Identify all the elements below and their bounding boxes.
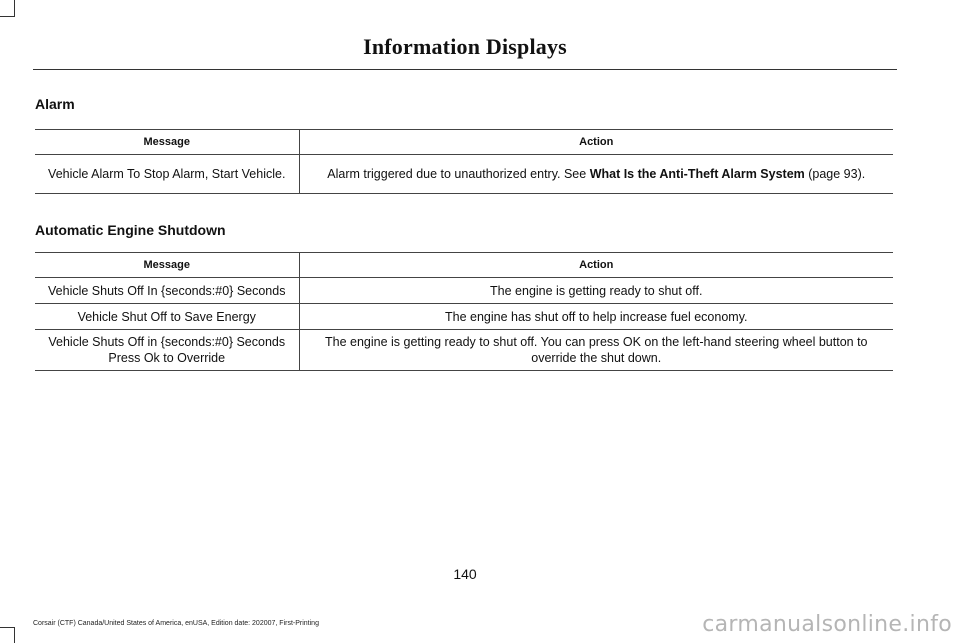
table-row bbox=[35, 278, 893, 304]
action-cell: The engine has shut off to help increase fuel economy. bbox=[299, 304, 893, 330]
message-cell: Vehicle Alarm To Stop Alarm, Start Vehicle. bbox=[35, 155, 299, 194]
column-header-action: Action bbox=[299, 130, 893, 155]
page-number: 140 bbox=[453, 566, 477, 582]
column-header-message: Message bbox=[35, 253, 299, 278]
action-cell bbox=[299, 155, 893, 194]
shutdown-heading: Automatic Engine Shutdown bbox=[35, 222, 226, 238]
page-title: Information Displays bbox=[363, 34, 567, 59]
cross-reference-link[interactable]: What Is the Anti-Theft Alarm System bbox=[589, 167, 805, 181]
column-header-action: Action bbox=[299, 253, 893, 278]
crop-mark bbox=[0, 627, 14, 628]
action-cell: The engine is getting ready to shut off. You can press OK on the left-hand steering wheel button to override the shut down. bbox=[299, 330, 893, 371]
table-row bbox=[35, 304, 893, 330]
message-cell: Vehicle Shut Off to Save Energy bbox=[35, 304, 299, 330]
message-cell: Vehicle Shuts Off in {seconds:#0} Seconds Press Ok to Override bbox=[35, 330, 299, 371]
table-row bbox=[35, 330, 893, 371]
title-divider bbox=[33, 69, 897, 70]
action-cell: The engine is getting ready to shut off. bbox=[299, 278, 893, 304]
shutdown-table bbox=[35, 252, 893, 371]
action-text: Alarm triggered due to unauthorized entry. See bbox=[327, 167, 590, 181]
footer-text: Corsair (CTF) Canada/United States of America, enUSA, Edition date: 202007, First-Printing bbox=[33, 620, 319, 627]
alarm-table bbox=[35, 129, 893, 194]
watermark: carmanualsonline.info bbox=[702, 612, 952, 637]
crop-mark bbox=[14, 0, 15, 17]
alarm-heading: Alarm bbox=[35, 96, 75, 112]
column-header-message: Message bbox=[35, 130, 299, 155]
table-header-row bbox=[35, 130, 893, 155]
table-row bbox=[35, 155, 893, 194]
table-header-row bbox=[35, 253, 893, 278]
crop-mark bbox=[0, 16, 14, 17]
page-reference: (page 93). bbox=[804, 167, 866, 181]
crop-mark bbox=[14, 627, 15, 643]
message-cell: Vehicle Shuts Off In {seconds:#0} Seconds bbox=[35, 278, 299, 304]
